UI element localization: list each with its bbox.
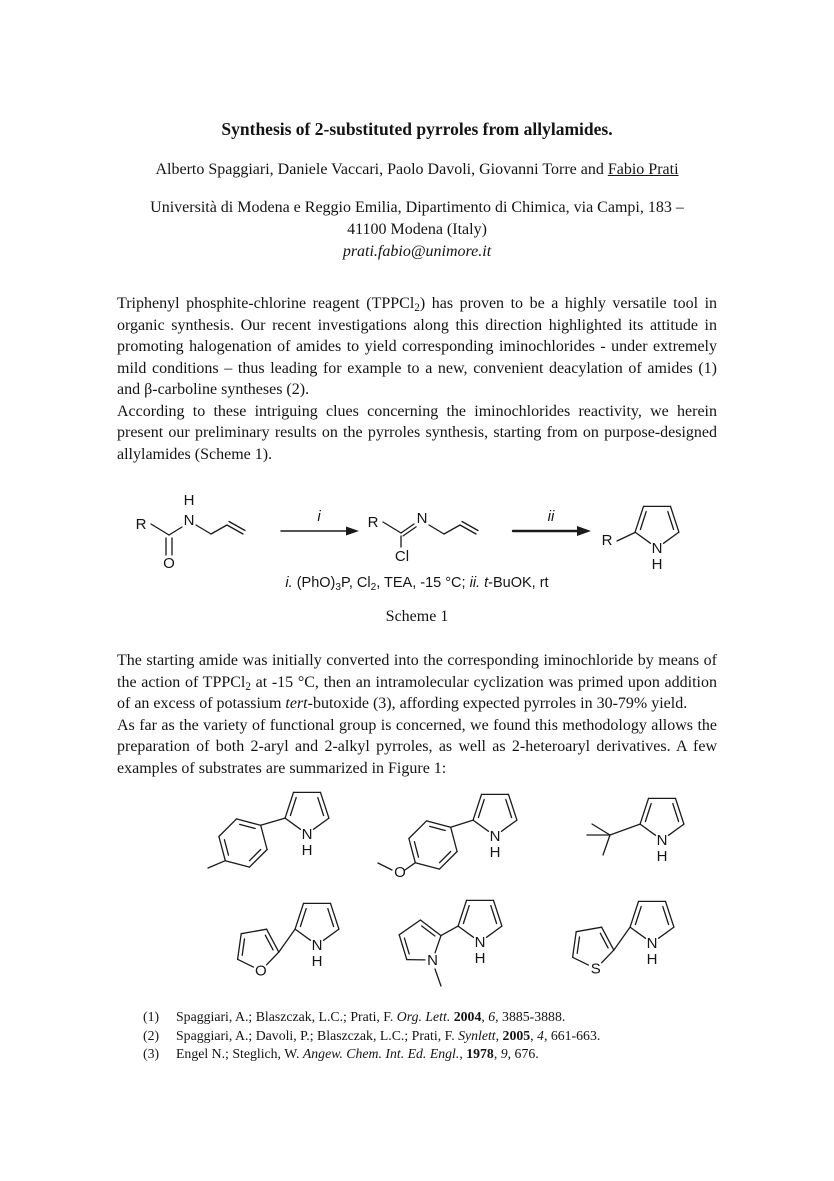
atom-label-h: H — [301, 842, 313, 859]
atom-label-s: S — [590, 960, 601, 978]
reference-number: (1) — [143, 1009, 160, 1024]
structure-n-methyl-bipyrrole — [380, 887, 515, 992]
structure-iminochloride — [361, 483, 511, 571]
structure-p-methoxyphenyl-pyrrole — [365, 785, 540, 885]
atom-label-n: N — [656, 832, 668, 849]
atom-label-o: O — [163, 555, 175, 571]
paragraph-3: The starting amide was initially converted into the corresponding iminochloride by means of the action of TPPCl$_2$ at -15 °C, then an intramolecular cyclization was primed upon addition of an excess of potassium tert-butoxide (3), affording expected pyrroles in 30-79% yield. — [117, 652, 717, 712]
reference-text: Spaggiari, A.; Davoli, P.; Blaszczak, L.C.; Prati, F. Synlett, 2005, 4, 661-663. — [176, 1027, 601, 1043]
figure-1-row-2 — [117, 887, 717, 992]
atom-label-n: N — [301, 826, 313, 843]
atom-label-n: N — [646, 935, 658, 952]
atom-label-o: O — [254, 962, 267, 980]
page-content — [117, 0, 717, 1064]
structure-allylamide — [129, 483, 279, 571]
atom-label-h: H — [474, 950, 486, 967]
atom-label-o: O — [394, 864, 406, 881]
atom-label-h: H — [651, 556, 663, 571]
atom-label-h: H — [183, 492, 195, 509]
atom-label-n: N — [651, 540, 663, 557]
scheme-caption: Scheme 1 — [385, 608, 449, 625]
structure-tert-butyl-pyrrole — [572, 785, 712, 880]
reference-number: (2) — [143, 1027, 160, 1043]
atom-label-n: N — [427, 952, 439, 969]
atom-label-cl: Cl — [394, 548, 410, 565]
paper-title: Synthesis of 2-substituted pyrroles from allylamides. — [221, 119, 613, 139]
reference-item-3 — [117, 1045, 717, 1064]
reference-item-2 — [117, 1027, 717, 1046]
scheme-1-figure — [117, 483, 717, 571]
atom-label-n: N — [489, 828, 501, 845]
structure-2r-pyrrole — [593, 483, 705, 571]
body-block-2 — [117, 650, 717, 779]
atom-label-n: N — [416, 510, 428, 527]
reaction-arrow-i — [279, 483, 361, 571]
author-email: prati.fabio@unimore.it — [342, 243, 492, 260]
scheme-conditions: i. $(PhO)_3P$, $Cl_2$, TEA, -15 °C; ii. t-BuOK, rt — [285, 575, 549, 593]
reference-text: Engel N.; Steglich, W. Angew. Chem. Int. Ed. Engl., 1978, 9, 676. — [176, 1046, 539, 1062]
reference-number: (3) — [143, 1046, 160, 1062]
reference-item-1 — [117, 1008, 717, 1027]
atom-label-n: N — [474, 934, 486, 951]
atom-label-h: H — [646, 951, 658, 968]
authors-line: Alberto Spaggiari, Daniele Vaccari, Paolo Davoli, Giovanni Torre and Fabio Prati — [155, 161, 679, 178]
structure-furyl-pyrrole — [217, 887, 352, 987]
atom-label-h: H — [489, 844, 501, 861]
paragraph-4: As far as the variety of functional group is concerned, we found this methodology allows the preparation of both 2-aryl and 2-alkyl pyrroles, as well as 2-heteroaryl derivatives. A few examples of substrates are summarized in Figure 1: — [117, 716, 717, 777]
atom-label-h: H — [656, 848, 668, 865]
atom-label-r: R — [601, 532, 613, 549]
atom-label-r: R — [367, 514, 379, 531]
atom-label-h: H — [311, 953, 323, 970]
arrow-label-ii: ii — [547, 508, 555, 525]
reaction-arrow-ii — [511, 483, 593, 571]
affiliation-line-1: Università di Modena e Reggio Emilia, Dipartimento di Chimica, via Campi, 183 – — [150, 199, 684, 216]
atom-label-n: N — [183, 512, 195, 529]
paragraph-1: Triphenyl phosphite-chlorine reagent (TPPCl$_2$) has proven to be a highly versatile tool in organic synthesis. Our recent investigations along this direction highlighted its attitude in promoting halogenation of amides to yield corresponding iminochlorides - under extremely mild conditions – thus leading for example to a new, convenient deacylation of amides (1) and β-carboline syntheses (2). — [117, 295, 718, 398]
affiliation-line-2: 41100 Modena (Italy) — [347, 221, 487, 238]
abstract-block-1 — [117, 293, 717, 465]
affiliation-block — [117, 197, 717, 263]
paragraph-2: According to these intriguing clues concerning the iminochlorides reactivity, we herein present our preliminary results on the pyrroles synthesis, starting from on purpose-designed allylamides (Scheme 1). — [117, 402, 717, 463]
atom-label-n: N — [311, 937, 323, 954]
reference-text: Spaggiari, A.; Blaszczak, L.C.; Prati, F. Org. Lett. 2004, 6, 3885-3888. — [176, 1009, 566, 1024]
arrow-label-i: i — [317, 508, 321, 525]
structure-p-tolyl-pyrrole — [195, 785, 345, 880]
structure-thienyl-pyrrole — [550, 887, 690, 987]
figure-1-row-1 — [117, 785, 717, 885]
atom-label-r: R — [135, 516, 147, 533]
references-list — [117, 1008, 717, 1064]
